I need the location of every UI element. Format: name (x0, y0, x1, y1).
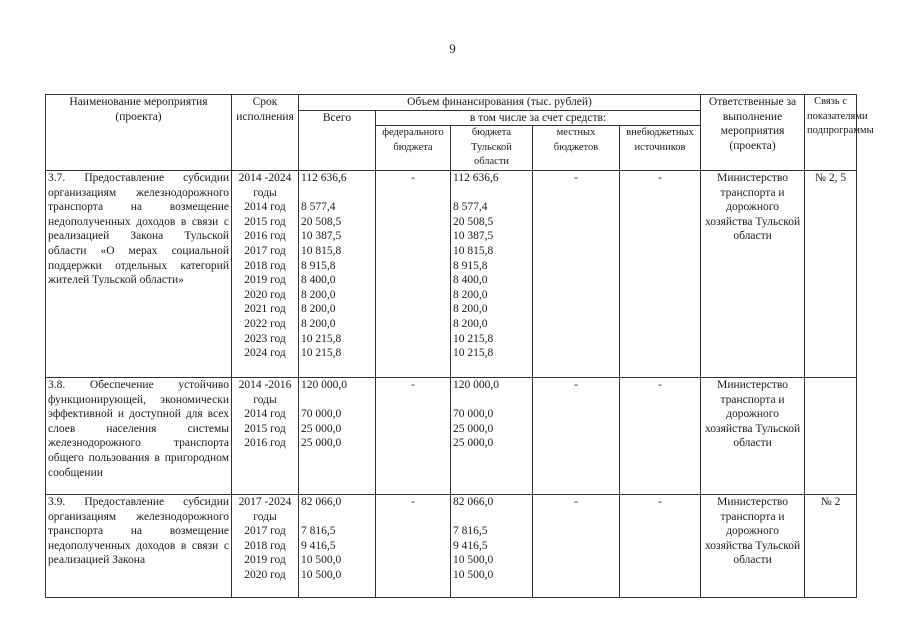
federal-value: - (376, 377, 451, 494)
extra-value: - (620, 170, 701, 377)
header-link: Связь с показателями подпрограммы (805, 95, 857, 171)
year-regional: 25 000,0 (453, 422, 494, 435)
year-total: 8 200,0 (301, 317, 336, 330)
year-regional: 8 400,0 (453, 274, 488, 287)
total-cell (299, 170, 376, 377)
year-total: 20 508,5 (301, 215, 342, 228)
year-regional: 8 200,0 (453, 303, 488, 316)
measure-name: 3.8. Обеспечение устойчиво функционирующей, экономически эффективной и доступной для всех слоев населения системы железнодорожного транспорта общего пользования в пригородном сообщении (46, 377, 232, 494)
regional-value: 82 066,0 (453, 495, 494, 508)
year-label: 2021 год (244, 303, 286, 316)
year-regional: 10 500,0 (453, 554, 494, 567)
year-label: 2015 год (244, 215, 286, 228)
link-value (805, 377, 857, 494)
header-total: Всего (299, 110, 376, 170)
year-total: 10 815,8 (301, 244, 342, 257)
regional-value: 120 000,0 (453, 378, 499, 391)
year-label: 2019 год (244, 554, 286, 567)
term-cell (232, 377, 299, 494)
year-regional: 10 215,8 (453, 347, 494, 360)
header-federal: федерального бюджета (376, 126, 451, 171)
local-value: - (533, 494, 620, 597)
year-total: 9 416,5 (301, 539, 336, 552)
header-regional: бюджета Тульской области (451, 126, 533, 171)
year-label: 2017 год (244, 244, 286, 257)
total-value: 120 000,0 (301, 378, 347, 391)
year-regional: 8 200,0 (453, 288, 488, 301)
link-value: № 2, 5 (805, 170, 857, 377)
header-term: Срок исполнения (232, 95, 299, 171)
header-local: местных бюджетов (533, 126, 620, 171)
year-total: 8 577,4 (301, 201, 336, 214)
total-value: 82 066,0 (301, 495, 342, 508)
year-label: 2016 год (244, 437, 286, 450)
year-label: 2016 год (244, 230, 286, 243)
extra-value: - (620, 377, 701, 494)
year-total: 70 000,0 (301, 408, 342, 421)
header-funding: Объем финансирования (тыс. рублей) (299, 95, 701, 111)
year-total: 10 387,5 (301, 230, 342, 243)
year-total: 10 500,0 (301, 554, 342, 567)
year-total: 7 816,5 (301, 525, 336, 538)
local-value: - (533, 170, 620, 377)
year-label: 2018 год (244, 539, 286, 552)
header-extra: внебюджетных источников (620, 126, 701, 171)
year-regional: 10 215,8 (453, 332, 494, 345)
page-number: 9 (449, 41, 456, 56)
term-suffix: годы (253, 393, 277, 406)
year-total: 8 200,0 (301, 303, 336, 316)
term-range: 2017 -2024 (238, 495, 292, 508)
term-suffix: годы (253, 186, 277, 199)
term-range: 2014 -2016 (238, 378, 292, 391)
year-total: 8 915,8 (301, 259, 336, 272)
link-value: № 2 (805, 494, 857, 597)
header-responsible: Ответственные за выполнение мероприятия (проекта) (701, 95, 805, 171)
year-total: 25 000,0 (301, 422, 342, 435)
year-regional: 8 915,8 (453, 259, 488, 272)
responsible-value: Министерство транспорта и дорожного хозяйства Тульской области (701, 377, 805, 494)
year-regional: 9 416,5 (453, 539, 488, 552)
federal-value: - (376, 494, 451, 597)
total-cell (299, 377, 376, 494)
total-value: 112 636,6 (301, 171, 347, 184)
regional-cell (451, 170, 533, 377)
year-label: 2015 год (244, 422, 286, 435)
measure-name: 3.7. Предоставление субсидии организациям железнодорожного транспорта на возмещение недополученных доходов в связи с реализацией Закона Тульской области «О мерах социальной поддержки отдельных категорий жителей Тульской области» (46, 170, 232, 377)
term-suffix: годы (253, 510, 277, 523)
table-row (46, 494, 857, 597)
year-label: 2024 год (244, 347, 286, 360)
year-regional: 70 000,0 (453, 408, 494, 421)
extra-value: - (620, 494, 701, 597)
header-name: Наименование мероприятия (проекта) (46, 95, 232, 171)
header-including: в том числе за счет средств: (376, 110, 701, 126)
year-total: 10 215,8 (301, 347, 342, 360)
regional-value: 112 636,6 (453, 171, 499, 184)
term-range: 2014 -2024 (238, 171, 292, 184)
table-row (46, 377, 857, 494)
regional-cell (451, 377, 533, 494)
year-total: 8 200,0 (301, 288, 336, 301)
year-total: 25 000,0 (301, 437, 342, 450)
table-row (46, 170, 857, 377)
local-value: - (533, 377, 620, 494)
year-label: 2020 год (244, 288, 286, 301)
term-cell (232, 170, 299, 377)
year-label: 2014 год (244, 201, 286, 214)
funding-table (45, 94, 874, 598)
year-label: 2018 год (244, 259, 286, 272)
responsible-value: Министерство транспорта и дорожного хозяйства Тульской области (701, 170, 805, 377)
year-total: 8 400,0 (301, 274, 336, 287)
total-cell (299, 494, 376, 597)
year-regional: 8 577,4 (453, 201, 488, 214)
year-regional: 25 000,0 (453, 437, 494, 450)
year-regional: 10 500,0 (453, 568, 494, 581)
measure-name: 3.9. Предоставление субсидии организациям железнодорожного транспорта на возмещение недополученных доходов в связи с реализацией Закона (46, 494, 232, 597)
year-total: 10 215,8 (301, 332, 342, 345)
federal-value: - (376, 170, 451, 377)
regional-cell (451, 494, 533, 597)
year-regional: 20 508,5 (453, 215, 494, 228)
responsible-value: Министерство транспорта и дорожного хозяйства Тульской области (701, 494, 805, 597)
year-label: 2022 год (244, 317, 286, 330)
year-regional: 10 387,5 (453, 230, 494, 243)
term-cell (232, 494, 299, 597)
year-regional: 7 816,5 (453, 525, 488, 538)
year-label: 2019 год (244, 274, 286, 287)
year-label: 2023 год (244, 332, 286, 345)
year-label: 2014 год (244, 408, 286, 421)
year-total: 10 500,0 (301, 568, 342, 581)
year-label: 2017 год (244, 525, 286, 538)
year-regional: 10 815,8 (453, 244, 494, 257)
year-label: 2020 год (244, 568, 286, 581)
year-regional: 8 200,0 (453, 317, 488, 330)
